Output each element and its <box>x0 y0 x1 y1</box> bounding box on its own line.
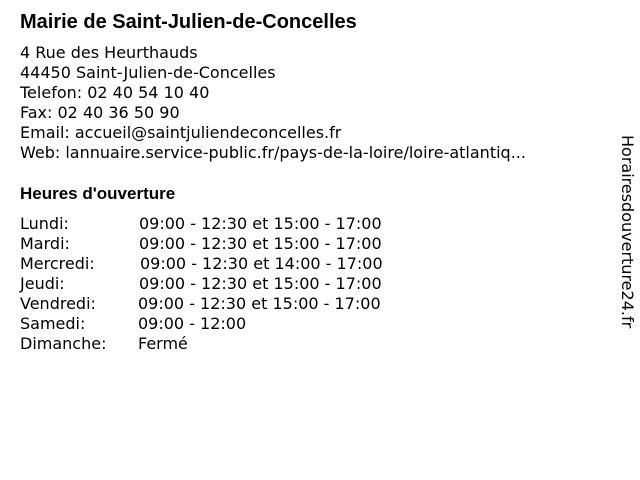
day-label: Mercredi: <box>20 254 95 273</box>
day-label: Dimanche: <box>20 334 107 353</box>
site-watermark <box>611 135 637 371</box>
day-label: Vendredi: <box>20 294 96 313</box>
time-range: 09:00 - 12:30 et 15:00 - 17:00 <box>139 274 382 293</box>
phone-number: Telefon: 02 40 54 10 40 <box>20 83 210 102</box>
time-range: 09:00 - 12:30 et 15:00 - 17:00 <box>138 294 381 313</box>
email-address: Email: accueil@saintjuliendeconcelles.fr <box>20 123 342 142</box>
day-label: Lundi: <box>20 214 69 233</box>
opening-hours-heading: Heures d'ouverture <box>20 184 176 203</box>
time-range: Fermé <box>138 334 188 353</box>
watermark-text: Horairesdouverture24.fr <box>618 135 637 329</box>
website-url: Web: lannuaire.service-public.fr/pays-de-la-loire/loire-atlantiq... <box>20 143 526 162</box>
day-label: Mardi: <box>20 234 70 253</box>
day-label: Jeudi: <box>20 274 65 293</box>
time-range: 09:00 - 12:30 et 15:00 - 17:00 <box>139 214 382 233</box>
time-range: 09:00 - 12:30 et 14:00 - 17:00 <box>140 254 383 273</box>
time-range: 09:00 - 12:30 et 15:00 - 17:00 <box>139 234 382 253</box>
day-label: Samedi: <box>20 314 86 333</box>
page-title: Mairie de Saint-Julien-de-Concelles <box>20 11 357 33</box>
time-range: 09:00 - 12:00 <box>138 314 247 333</box>
address-street: 4 Rue des Heurthauds <box>20 43 198 62</box>
contact-info <box>20 43 526 163</box>
address-city: 44450 Saint-Julien-de-Concelles <box>20 63 276 82</box>
fax-number: Fax: 02 40 36 50 90 <box>20 103 180 122</box>
